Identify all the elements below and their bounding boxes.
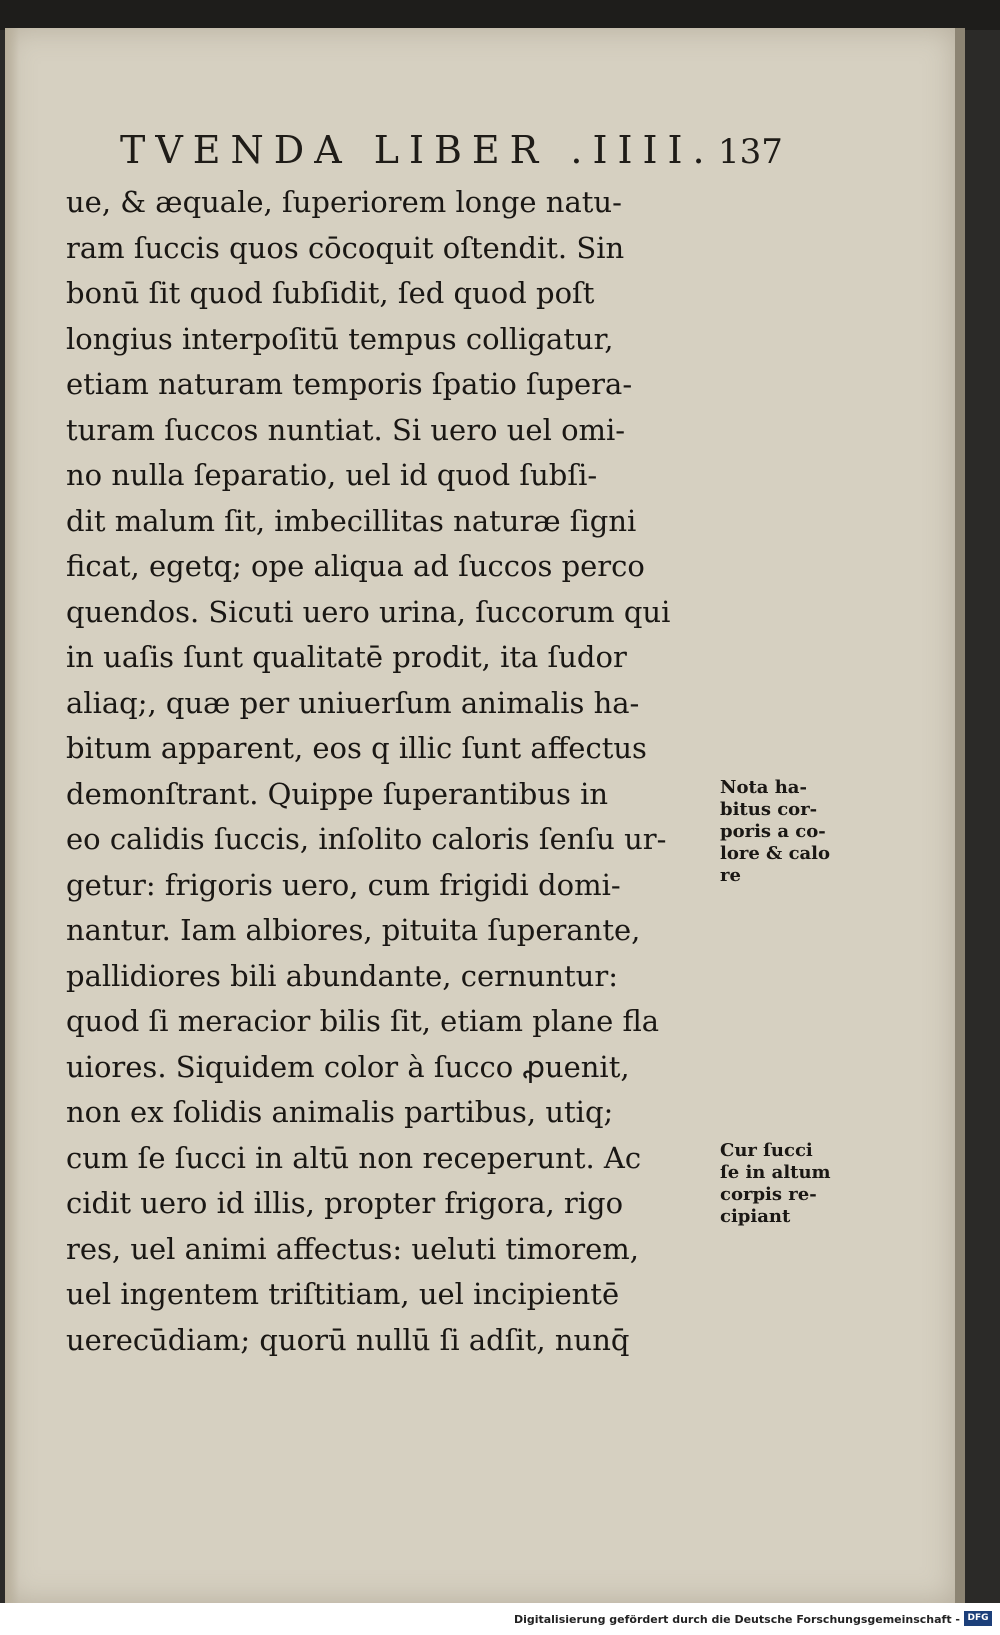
text-line: in uaſis ſunt qualitatē prodit, ita ſudor <box>66 640 627 674</box>
marginal-note <box>720 777 850 887</box>
marginal-note-line: Nota ha- <box>720 777 807 798</box>
page-number: 137 <box>718 132 783 172</box>
scan-backdrop <box>0 0 1000 30</box>
text-line: pallidiores bili abundante, cernuntur: <box>66 958 618 993</box>
text-line: bitum apparent, eos q illic ſunt affectus <box>66 731 647 765</box>
text-line: etiam naturam temporis ſpatio ſupera- <box>66 367 633 401</box>
text-line: getur: frigoris uero, cum frigidi domi- <box>66 867 621 902</box>
funding-credit: Digitalisierung gefördert durch die Deutsche Forschungsgemeinschaft - <box>513 1613 960 1626</box>
marginal-note-line: lore & calo <box>720 843 831 864</box>
marginal-note <box>720 1140 850 1228</box>
digitization-footer <box>0 1603 1000 1635</box>
body-text <box>66 180 726 1363</box>
text-line: cum ſe ſucci in altū non receperunt. Ac <box>66 1140 642 1175</box>
running-head: TVENDA LIBER .IIII. <box>120 128 715 172</box>
marginal-note-line: corpis re- <box>720 1184 817 1205</box>
text-line: longius interpoſitū tempus colligatur, <box>66 321 614 356</box>
marginal-note-line: bitus cor- <box>720 799 818 820</box>
marginal-note-line: ſe in altum <box>720 1162 831 1183</box>
text-line: quod ſi meracior bilis ſit, etiam plane fla <box>66 1004 660 1038</box>
text-line: uiores. Siquidem color à ſucco ꝓuenit, <box>66 1049 630 1084</box>
text-line: ficat, egetq; ope aliqua ad ſuccos perco <box>66 549 645 583</box>
text-line: quendos. Sicuti uero urina, ſuccorum qui <box>66 594 671 629</box>
marginal-note-line: re <box>720 865 741 886</box>
text-line: no nulla ſeparatio, uel id quod ſubſi- <box>66 458 598 492</box>
text-line: ram ſuccis quos cōcoquit oſtendit. Sin <box>66 230 625 265</box>
text-line: dit malum ſit, imbecillitas naturæ ſigni <box>66 503 637 538</box>
text-line: uel ingentem triſtitiam, uel incipientē <box>66 1277 620 1311</box>
marginal-note-line: cipiant <box>720 1206 791 1227</box>
marginal-note-line: Cur ſucci <box>720 1140 813 1161</box>
text-line: res, uel animi affectus: ueluti timorem, <box>66 1231 639 1266</box>
text-line: eo calidis ſuccis, inſolito caloris ſenſu ur- <box>66 822 667 856</box>
text-line: uerecūdiam; quorū nullū ſi adſit, nunq̄ <box>66 1322 630 1357</box>
text-line: aliaq;, quæ per uniuerſum animalis ha- <box>66 685 640 720</box>
page-edge <box>955 28 965 1603</box>
text-line: demonſtrant. Quippe ſuperantibus in <box>66 776 609 811</box>
text-line: ue, & æquale, ſuperiorem longe natu- <box>66 185 622 219</box>
text-line: nantur. Iam albiores, pituita ſuperante, <box>66 913 641 947</box>
text-line: cidit uero id illis, propter frigora, rigo <box>66 1186 624 1220</box>
text-line: bonū ſit quod ſubſidit, ſed quod poſt <box>66 276 595 310</box>
dfg-logo: DFG <box>964 1611 992 1626</box>
text-line: turam ſuccos nuntiat. Si uero uel omi- <box>66 412 626 447</box>
text-line: non ex ſolidis animalis partibus, utiq; <box>66 1095 614 1129</box>
marginal-note-line: poris a co- <box>720 821 826 842</box>
